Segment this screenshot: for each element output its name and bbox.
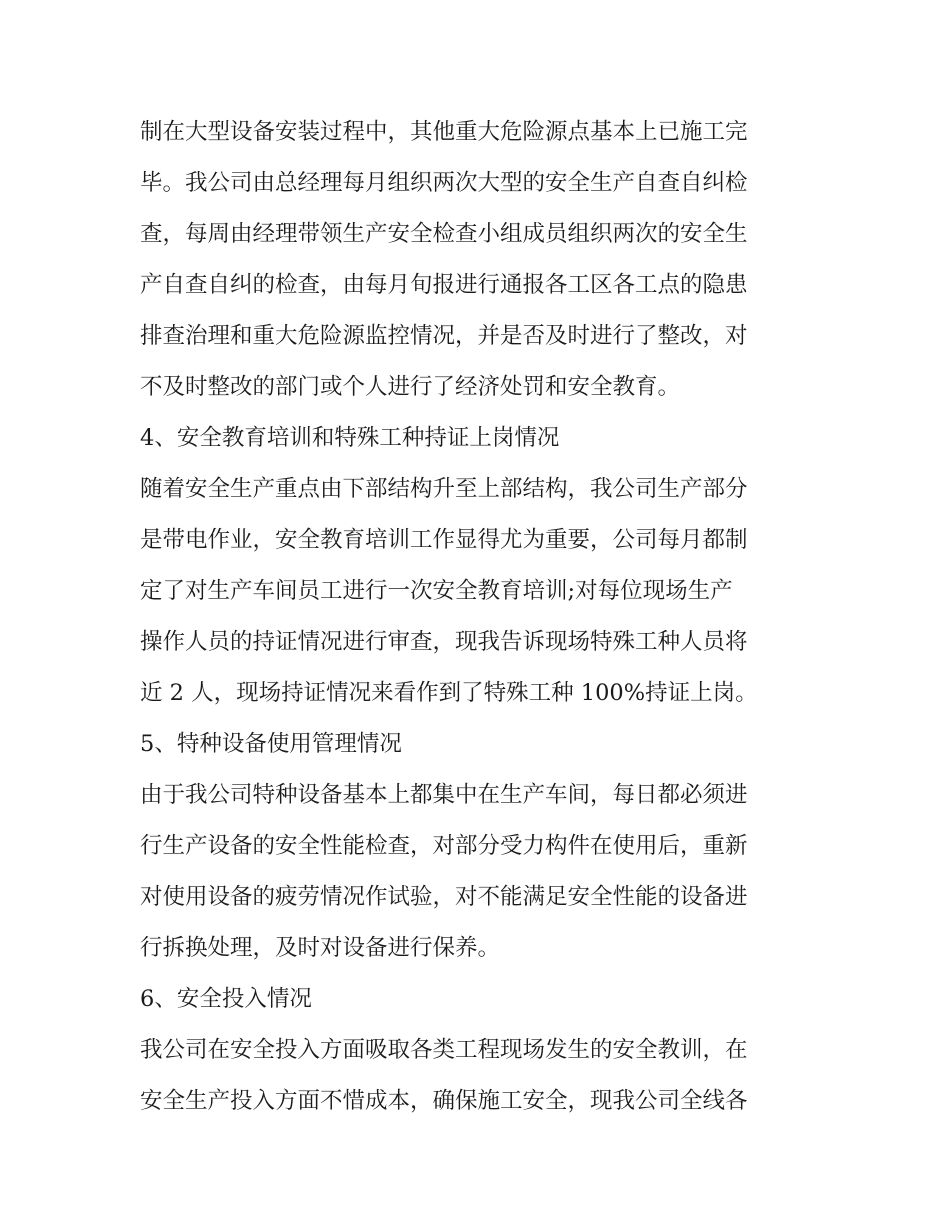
paragraph-line: 毕。我公司由总经理每月组织两次大型的安全生产自查自纠检 (140, 170, 748, 196)
paragraph-line: 是带电作业，安全教育培训工作显得尤为重要，公司每月都制 (140, 527, 748, 553)
section-heading: 5、特种设备使用管理情况 (140, 731, 402, 757)
paragraph-line: 安全生产投入方面不惜成本，确保施工安全，现我公司全线各 (140, 1088, 748, 1114)
section-heading: 6、安全投入情况 (140, 986, 312, 1012)
paragraph-line: 产自查自纠的检查，由每月旬报进行通报各工区各工点的隐患 (140, 272, 748, 298)
paragraph-line: 随着安全生产重点由下部结构升至上部结构，我公司生产部分 (140, 476, 748, 502)
paragraph-line: 行拆换处理，及时对设备进行保养。 (140, 935, 501, 961)
paragraph-line: 定了对生产车间员工进行一次安全教育培训;对每位现场生产 (140, 578, 733, 604)
paragraph-line: 排查治理和重大危险源监控情况，并是否及时进行了整改，对 (140, 323, 748, 349)
paragraph-line: 不及时整改的部门或个人进行了经济处罚和安全教育。 (140, 374, 681, 400)
paragraph-line: 查，每周由经理带领生产安全检查小组成员组织两次的安全生 (140, 221, 748, 247)
paragraph-line: 行生产设备的安全性能检查，对部分受力构件在使用后，重新 (140, 833, 748, 859)
paragraph-line: 制在大型设备安装过程中，其他重大危险源点基本上已施工完 (140, 119, 748, 145)
paragraph-line: 由于我公司特种设备基本上都集中在生产车间，每日都必须进 (140, 782, 748, 808)
paragraph-line: 我公司在安全投入方面吸取各类工程现场发生的安全教训，在 (140, 1037, 748, 1063)
paragraph-line: 近 2 人，现场持证情况来看作到了特殊工种 100%持证上岗。 (140, 680, 758, 706)
document-body (140, 107, 820, 1127)
section-heading: 4、安全教育培训和特殊工种持证上岗情况 (140, 425, 560, 451)
paragraph-line: 操作人员的持证情况进行审查，现我告诉现场特殊工种人员将 (140, 629, 748, 655)
paragraph-line: 对使用设备的疲劳情况作试验，对不能满足安全性能的设备进 (140, 884, 748, 910)
